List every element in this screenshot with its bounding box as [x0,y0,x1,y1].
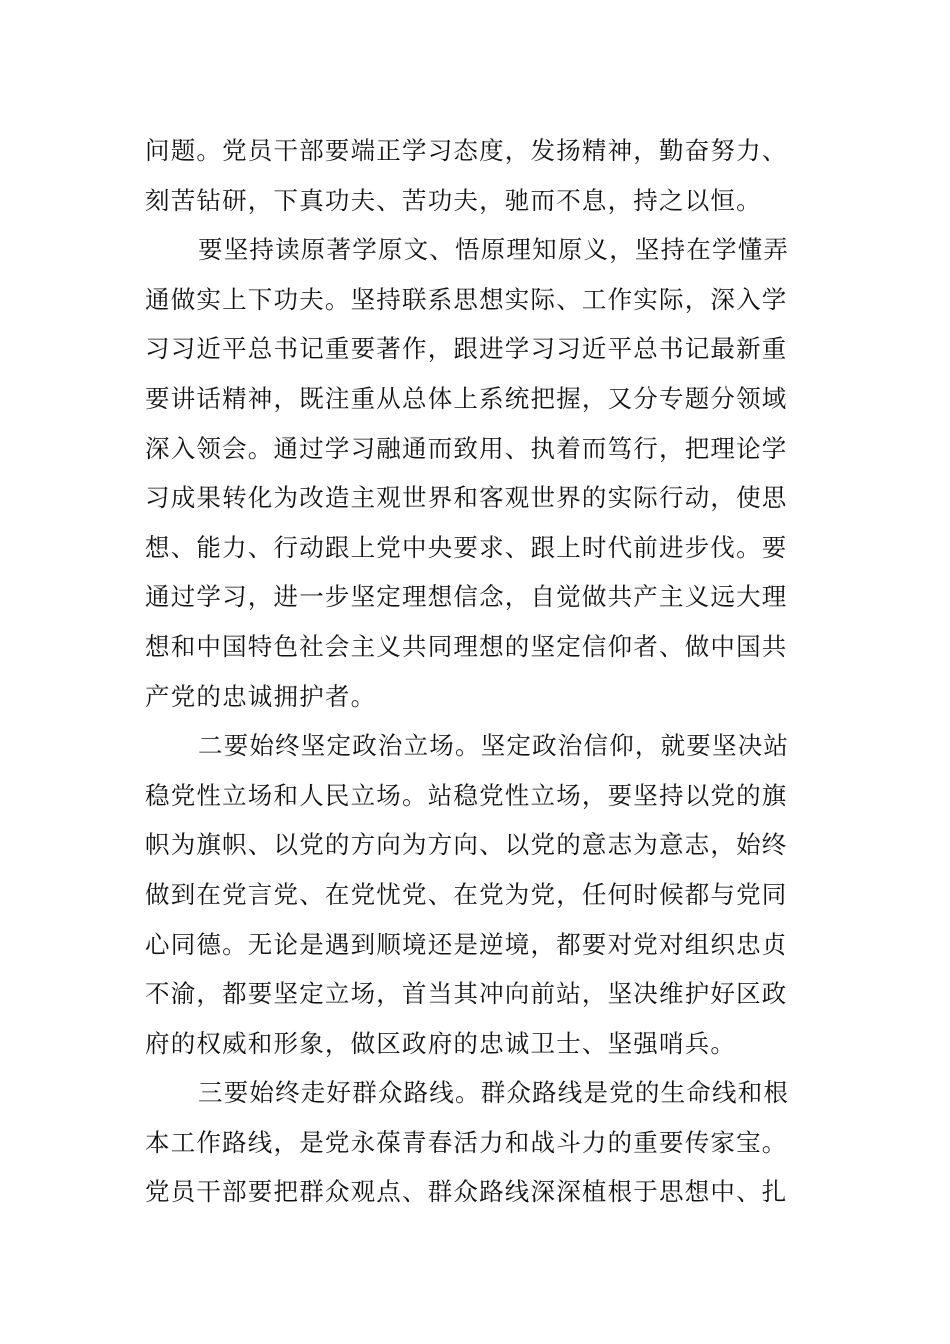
text-line-9: 想、能力、行动跟上党中央要求、跟上时代前进步伐。要 [145,532,788,562]
text-line-14: 稳党性立场和人民立场。站稳党性立场，要坚持以党的旗 [145,780,788,810]
text-line-4: 通做实上下功夫。坚持联系思想实际、工作实际，深入学 [145,284,788,314]
text-line-22: 党员干部要把群众观点、群众路线深深植根于思想中、扎 [145,1177,788,1207]
text-line-5: 习习近平总书记重要著作，跟进学习习近平总书记最新重 [145,334,788,364]
text-line-11: 想和中国特色社会主义共同理想的坚定信仰者、做中国共 [145,631,788,661]
text-line-16: 做到在党言党、在党忧党、在党为党，任何时候都与党同 [145,879,788,909]
text-line-17: 心同德。无论是遇到顺境还是逆境，都要对党对组织忠贞 [145,929,788,959]
body-text [145,126,810,1217]
text-line-1: 问题。党员干部要端正学习态度，发扬精神，勤奋努力、 [145,136,788,165]
text-line-8: 习成果转化为改造主观世界和客观世界的实际行动，使思 [145,483,788,513]
text-line-15: 帜为旗帜、以党的方向为方向、以党的意志为意志，始终 [145,830,788,860]
text-line-21: 本工作路线，是党永葆青春活力和战斗力的重要传家宝。 [145,1127,788,1157]
text-line-3: 要坚持读原著学原文、悟原理知原义，坚持在学懂弄 [198,235,790,265]
text-line-10: 通过学习，进一步坚定理想信念，自觉做共产主义远大理 [145,582,788,612]
text-line-12: 产党的忠诚拥护者。 [145,681,377,711]
text-line-18: 不渝，都要坚定立场，首当其冲向前站，坚决维护好区政 [145,979,788,1009]
text-line-7: 深入领会。通过学习融通而致用、执着而笃行，把理论学 [145,433,788,463]
text-line-2: 刻苦钻研，下真功夫、苦功夫，驰而不息，持之以恒。 [145,185,762,215]
text-line-19: 府的权威和形象，做区政府的忠诚卫士、坚强哨兵。 [145,1028,737,1058]
text-line-20: 三要始终走好群众路线。群众路线是党的生命线和根 [198,1078,790,1108]
text-line-13: 二要始终坚定政治立场。坚定政治信仰，就要坚决站 [198,731,790,761]
text-line-6: 要讲话精神，既注重从总体上系统把握，又分专题分领域 [145,383,788,413]
